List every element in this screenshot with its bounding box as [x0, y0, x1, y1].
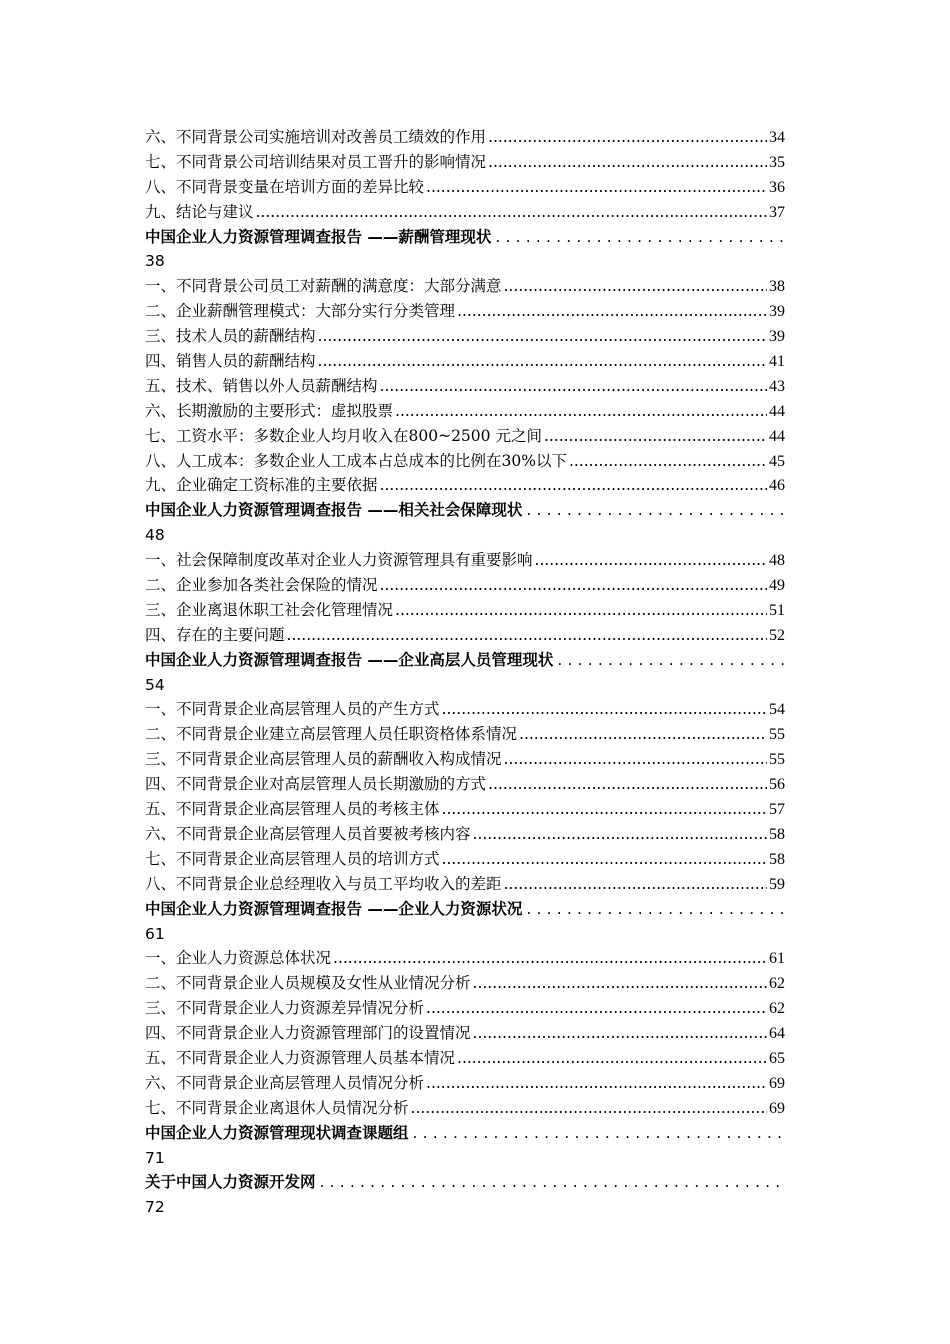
toc-entry-page: 62: [769, 1000, 785, 1018]
toc-entry-title: 四、存在的主要问题: [145, 625, 285, 644]
toc-entry[interactable]: [145, 1046, 785, 1071]
toc-leader-dots: [504, 750, 767, 768]
toc-leader-dots: [495, 228, 785, 246]
toc-leader-dots: [526, 501, 785, 519]
toc-leader-dots: [504, 875, 767, 893]
toc-section-page: 38: [145, 252, 165, 271]
toc-entry-page: 35: [769, 153, 785, 171]
toc-entry-page: 46: [769, 477, 785, 495]
toc-leader-dots: [457, 302, 767, 320]
toc-entry-page: 45: [769, 452, 785, 470]
toc-leader-dots: [320, 1173, 785, 1191]
toc-section-title: 中国企业人力资源管理调查报告 ——薪酬管理现状: [145, 227, 492, 246]
toc-leader-dots: [380, 377, 767, 395]
toc-entry-title: 七、不同背景企业高层管理人员的培训方式: [145, 849, 440, 868]
toc-entry-page: 58: [769, 850, 785, 868]
toc-entry-title: 一、企业人力资源总体状况: [145, 949, 332, 968]
toc-entry-page: 56: [769, 776, 785, 794]
toc-entry-title: 二、不同背景企业人员规模及女性从业情况分析: [145, 974, 471, 993]
toc-entry-page: 61: [769, 950, 785, 968]
toc-entry-title: 四、不同背景企业人力资源管理部门的设置情况: [145, 1024, 471, 1043]
toc-entry-title: 三、技术人员的薪酬结构: [145, 327, 316, 346]
toc-entry[interactable]: [145, 1096, 785, 1121]
toc-entry[interactable]: [145, 772, 785, 797]
toc-entry[interactable]: [145, 697, 785, 722]
toc-entry-title: 五、不同背景企业高层管理人员的考核主体: [145, 800, 440, 819]
toc-entry-title: 七、工资水平：多数企业人均月收入在800~2500 元之间: [145, 426, 542, 445]
toc-entry-title: 九、结论与建议: [145, 202, 254, 221]
toc-entry-page: 59: [769, 875, 785, 893]
toc-entry[interactable]: [145, 847, 785, 872]
toc-entry-title: 八、不同背景企业总经理收入与员工平均收入的差距: [145, 874, 502, 893]
toc-entry-page: 36: [769, 178, 785, 196]
toc-entry-title: 二、企业薪酬管理模式：大部分实行分类管理: [145, 302, 456, 321]
toc-entry-page: 39: [769, 328, 785, 346]
toc-entry-page: 54: [769, 701, 785, 719]
toc-entry[interactable]: [145, 1071, 785, 1096]
toc-leader-dots: [256, 203, 767, 221]
toc-entry-title: 三、企业离退休职工社会化管理情况: [145, 600, 394, 619]
toc-entry[interactable]: [145, 449, 785, 474]
toc-entry[interactable]: [145, 125, 785, 150]
toc-entry-page: 64: [769, 1025, 785, 1043]
toc-leader-dots: [519, 725, 767, 743]
toc-entry-page: 55: [769, 726, 785, 744]
toc-leader-dots: [488, 153, 767, 171]
toc-entry[interactable]: [145, 971, 785, 996]
toc-entry-title: 二、企业参加各类社会保险的情况: [145, 576, 378, 595]
toc-entry-page: 41: [769, 353, 785, 371]
toc-section-title: 关于中国人力资源开发网: [145, 1173, 316, 1192]
toc-entry-title: 三、不同背景企业高层管理人员的薪酬收入构成情况: [145, 750, 502, 769]
toc-entry-title: 八、不同背景变量在培训方面的差异比较: [145, 177, 425, 196]
table-of-contents: [145, 125, 785, 1220]
toc-entry[interactable]: [145, 150, 785, 175]
toc-leader-dots: [426, 1074, 767, 1092]
toc-entry-page: 69: [769, 1074, 785, 1092]
toc-leader-dots: [535, 551, 767, 569]
toc-entry-title: 六、不同背景公司实施培训对改善员工绩效的作用: [145, 128, 487, 146]
toc-entry-page: 69: [769, 1099, 785, 1117]
toc-entry-title: 五、不同背景企业人力资源管理人员基本情况: [145, 1048, 456, 1067]
toc-entry[interactable]: [145, 175, 785, 200]
toc-leader-dots: [413, 1124, 785, 1142]
toc-entry-title: 四、不同背景企业对高层管理人员长期激励的方式: [145, 775, 487, 794]
toc-entry[interactable]: [145, 1021, 785, 1046]
toc-entry-page: 44: [769, 402, 785, 420]
toc-leader-dots: [442, 800, 767, 818]
toc-entry-title: 一、社会保障制度改革对企业人力资源管理具有重要影响: [145, 551, 533, 570]
toc-leader-dots: [442, 700, 767, 718]
toc-entry[interactable]: [145, 374, 785, 399]
toc-leader-dots: [488, 128, 767, 146]
toc-leader-dots: [287, 626, 767, 644]
toc-leader-dots: [504, 277, 767, 295]
toc-entry-page: 62: [769, 975, 785, 993]
toc-entry[interactable]: [145, 996, 785, 1021]
toc-entry[interactable]: [145, 548, 785, 573]
toc-leader-dots: [488, 775, 767, 793]
toc-section-title: 中国企业人力资源管理现状调查课题组: [145, 1123, 409, 1142]
toc-entry[interactable]: [145, 722, 785, 747]
toc-section-page: 48: [145, 526, 165, 545]
toc-section-page: 54: [145, 675, 165, 694]
toc-section-heading[interactable]: [145, 897, 785, 947]
toc-leader-dots: [380, 576, 767, 594]
toc-entry-title: 七、不同背景企业离退休人员情况分析: [145, 1098, 409, 1117]
toc-entry[interactable]: [145, 200, 785, 225]
toc-entry[interactable]: [145, 349, 785, 374]
toc-leader-dots: [526, 900, 785, 918]
toc-section-page: 72: [145, 1198, 165, 1217]
toc-entry[interactable]: [145, 399, 785, 424]
toc-leader-dots: [318, 327, 767, 345]
toc-section-title: 中国企业人力资源管理调查报告 ——企业人力资源状况: [145, 899, 523, 918]
toc-leader-dots: [557, 651, 785, 669]
toc-section-heading[interactable]: [145, 1121, 785, 1171]
toc-leader-dots: [395, 601, 767, 619]
toc-leader-dots: [473, 1024, 767, 1042]
toc-leader-dots: [426, 178, 767, 196]
toc-leader-dots: [380, 476, 767, 494]
toc-entry-title: 一、不同背景企业高层管理人员的产生方式: [145, 700, 440, 719]
toc-entry-page: 39: [769, 303, 785, 321]
toc-section-title: 中国企业人力资源管理调查报告 ——相关社会保障现状: [145, 501, 523, 520]
toc-entry-page: 58: [769, 825, 785, 843]
toc-entry-page: 43: [769, 377, 785, 395]
toc-entry[interactable]: [145, 598, 785, 623]
toc-entry[interactable]: [145, 623, 785, 648]
toc-entry[interactable]: [145, 573, 785, 598]
toc-entry[interactable]: [145, 473, 785, 498]
toc-entry-title: 六、长期激励的主要形式：虚拟股票: [145, 401, 394, 420]
toc-entry-page: 52: [769, 626, 785, 644]
toc-section-heading[interactable]: [145, 498, 785, 548]
toc-entry-page: 55: [769, 751, 785, 769]
toc-entry-title: 一、不同背景公司员工对薪酬的满意度：大部分满意: [145, 277, 502, 296]
toc-leader-dots: [395, 402, 767, 420]
toc-entry[interactable]: [145, 946, 785, 971]
toc-entry[interactable]: [145, 747, 785, 772]
toc-entry[interactable]: [145, 324, 785, 349]
toc-leader-dots: [333, 949, 767, 967]
toc-section-heading[interactable]: [145, 648, 785, 698]
toc-entry-page: 57: [769, 801, 785, 819]
toc-section-page: 61: [145, 924, 165, 943]
toc-entry-title: 三、不同背景企业人力资源差异情况分析: [145, 999, 425, 1018]
toc-section-heading[interactable]: [145, 225, 785, 275]
toc-section-page: 71: [145, 1148, 165, 1167]
toc-entry[interactable]: [145, 424, 785, 449]
toc-entry-page: 65: [769, 1049, 785, 1067]
toc-leader-dots: [318, 352, 767, 370]
toc-entry-title: 八、人工成本：多数企业人工成本占总成本的比例在30%以下: [145, 451, 567, 470]
toc-leader-dots: [411, 1099, 767, 1117]
toc-entry-title: 二、不同背景企业建立高层管理人员任职资格体系情况: [145, 725, 518, 744]
toc-entry-page: 51: [769, 601, 785, 619]
toc-entry-page: 38: [769, 278, 785, 296]
toc-entry-page: 44: [769, 427, 785, 445]
toc-entry[interactable]: [145, 872, 785, 897]
toc-entry-page: 37: [769, 203, 785, 221]
toc-leader-dots: [473, 825, 767, 843]
toc-section-title: 中国企业人力资源管理调查报告 ——企业高层人员管理现状: [145, 650, 554, 669]
toc-entry-title: 七、不同背景公司培训结果对员工晋升的影响情况: [145, 152, 487, 171]
toc-entry-page: 34: [769, 129, 785, 146]
toc-section-heading[interactable]: [145, 1170, 785, 1220]
toc-entry-title: 六、不同背景企业高层管理人员情况分析: [145, 1073, 425, 1092]
toc-leader-dots: [473, 974, 767, 992]
toc-entry[interactable]: [145, 274, 785, 299]
toc-leader-dots: [426, 999, 767, 1017]
toc-leader-dots: [442, 850, 767, 868]
toc-leader-dots: [544, 427, 767, 445]
toc-entry-page: 48: [769, 552, 785, 570]
toc-leader-dots: [569, 452, 767, 470]
toc-leader-dots: [457, 1049, 767, 1067]
toc-entry-title: 六、不同背景企业高层管理人员首要被考核内容: [145, 824, 471, 843]
toc-entry-title: 九、企业确定工资标准的主要依据: [145, 476, 378, 495]
toc-entry[interactable]: [145, 797, 785, 822]
toc-entry[interactable]: [145, 822, 785, 847]
toc-entry-title: 五、技术、销售以外人员薪酬结构: [145, 376, 378, 395]
toc-entry-title: 四、销售人员的薪酬结构: [145, 352, 316, 371]
toc-entry[interactable]: [145, 299, 785, 324]
toc-entry-page: 49: [769, 577, 785, 595]
